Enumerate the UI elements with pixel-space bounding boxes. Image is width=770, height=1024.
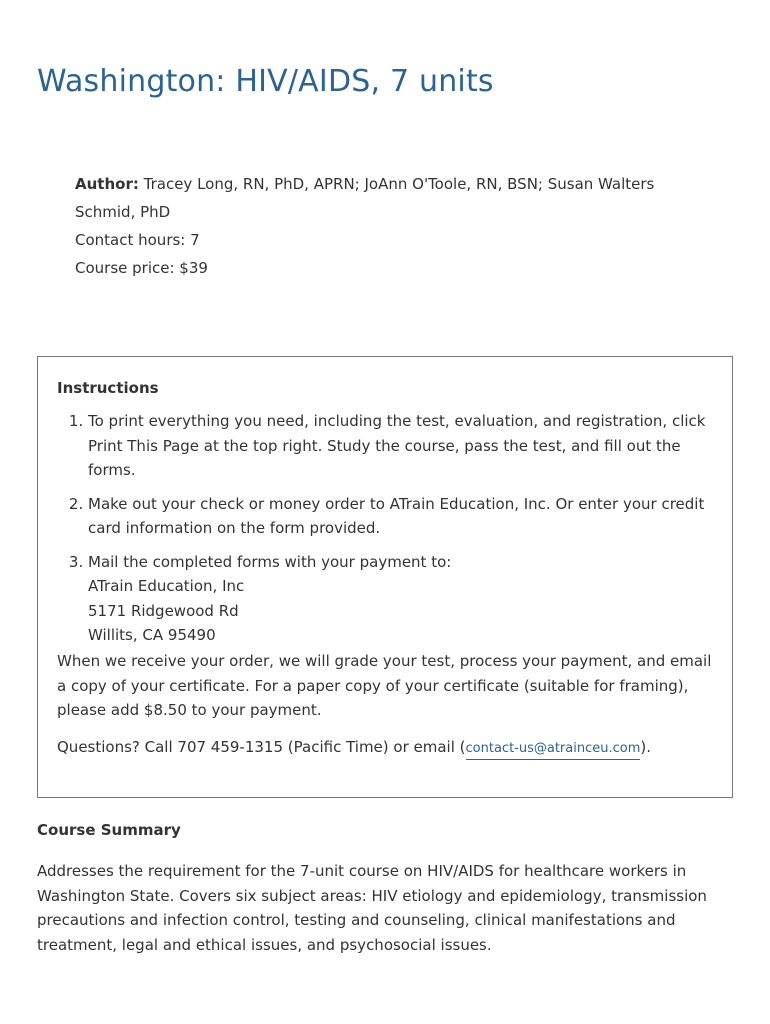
course-info	[75, 170, 715, 282]
instruction-step-3	[88, 550, 719, 648]
address-line-3: Willits, CA 95490	[88, 626, 216, 644]
instruction-step-2: 2. Make out your check or money order to ATrain Education, Inc. Or enter your credit card information on the form provided.	[88, 492, 719, 541]
instructions-box	[37, 356, 733, 798]
summary-text: Addresses the requirement for the 7-unit course on HIV/AIDS for healthcare workers in Washington State. Covers six subject areas: HIV etiology and epidemiology, transmission precautions and infection control, testing and counseling, clinical manifestations and treatment, legal and ethical issues, and psychosocial issues.	[37, 862, 707, 954]
summary-heading: Course Summary	[37, 821, 181, 839]
receive-order-text: When we receive your order, we will grade your test, process your payment, and email a copy of your certificate. For a paper copy of your certificate (suitable for framing), please add $8.50 to your payment.	[57, 652, 712, 719]
instructions-list	[57, 409, 719, 648]
address-line-2: 5171 Ridgewood Rd	[88, 601, 239, 620]
page-title: Washington: HIV/AIDS, 7 units	[37, 64, 494, 99]
author-line	[75, 170, 715, 226]
contact-hours: Contact hours: 7	[75, 231, 200, 249]
step-3-intro: 3. Mail the completed forms with your payment to:	[88, 552, 452, 571]
instructions-heading: Instructions	[57, 379, 159, 397]
address-line-1: ATrain Education, Inc	[88, 577, 245, 595]
course-price: Course price: $39	[75, 259, 208, 277]
questions-suffix: ).	[640, 738, 651, 756]
author-label: Author:	[75, 175, 139, 193]
contact-email-link[interactable]: contact-us@atrainceu.com	[466, 741, 641, 760]
questions-prefix: Questions? Call 707 459-1315 (Pacific Time) or email (	[57, 738, 466, 756]
questions-line	[57, 735, 717, 761]
instruction-step-1: 1. To print everything you need, including the test, evaluation, and registration, click Print This Page at the top right. Study the course, pass the test, and fill out the forms.	[88, 409, 719, 483]
author-value: Tracey Long, RN, PhD, APRN; JoAnn O'Toole, RN, BSN; Susan Walters Schmid, PhD	[75, 175, 655, 221]
